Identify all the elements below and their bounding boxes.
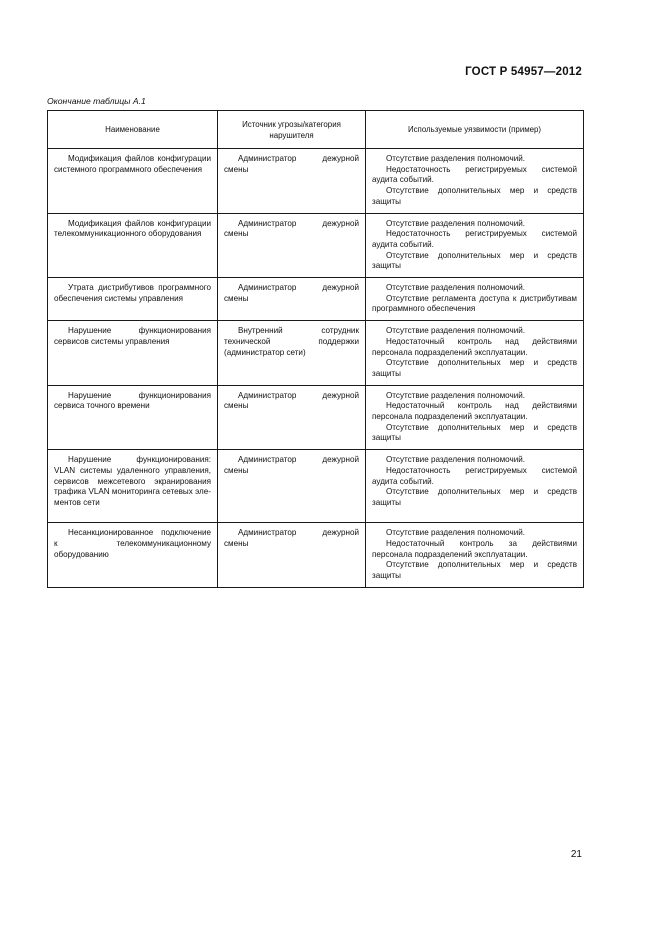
vulnerability-item: Недостаточность регистрируемых системой аудита событий. [372, 164, 577, 185]
column-header-vulnerabilities: Используемые уязвимости (пример) [366, 111, 584, 149]
threat-source: Администратор дежурной смены [224, 528, 359, 548]
threat-name-cell [48, 450, 218, 523]
table-header [48, 111, 584, 149]
vulnerability-item: Отсутствие разделения полномочий. [386, 283, 525, 293]
vulnerabilities-cell [366, 385, 584, 450]
threat-name: Модификация файлов конфигурации телекоммуникационного оборудования [54, 218, 211, 239]
table-row [48, 213, 584, 278]
threat-name: Утрата дистрибутивов программного обеспечения системы управления [54, 283, 211, 303]
vulnerabilities-cell [366, 450, 584, 523]
vulnerability-item: Недостаточность регистрируемых системой аудита событий. [372, 229, 577, 249]
threat-name-cell [48, 149, 218, 214]
vulnerability-item: Отсутствие дополнительных мер и средств защиты [372, 250, 577, 271]
vulnerabilities-cell [366, 278, 584, 321]
vulnerability-item: Отсутствие дополнительных мер и средств защиты [372, 186, 577, 206]
vulnerability-item: Отсутствие разделения полномочий. [386, 528, 525, 538]
header-row [48, 111, 584, 149]
threat-name: Нарушение функционирования сервиса точного времени [54, 390, 211, 411]
column-header-source: Источник угрозы/категория нарушителя [218, 111, 366, 149]
vulnerability-item: Отсутствие разделения полномочий. [386, 154, 525, 163]
vulnerability-item: Отсутствие разделения полномочий. [386, 455, 525, 465]
table-row [48, 523, 584, 588]
table-row [48, 321, 584, 386]
threat-source: Администратор дежурной смены [224, 283, 359, 303]
threat-source-cell [218, 321, 366, 386]
vulnerabilities-cell [366, 149, 584, 214]
threat-source-cell [218, 149, 366, 214]
table-row [48, 278, 584, 321]
threat-name: Нарушение функционирования сервисов системы управления [54, 326, 211, 346]
vulnerability-item: Отсутствие разделения полномочий. [386, 218, 525, 228]
vulnerability-item: Отсутствие дополнительных мер и средств защиты [372, 487, 577, 507]
vulnerability-item: Отсутствие разделения полномочий. [386, 326, 525, 336]
threat-source: Внутренний сотрудник технической поддержки (администратор сети) [224, 326, 359, 357]
threats-table [47, 110, 584, 588]
vulnerability-item: Недостаточный контроль за действиями персонала подразделений эксплуатации. [372, 538, 577, 559]
table-row [48, 149, 584, 214]
table-body [48, 149, 584, 588]
threat-source-cell [218, 213, 366, 278]
threat-source: Администратор дежурной смены [224, 390, 359, 411]
column-header-name: Наименование [48, 111, 218, 149]
vulnerability-item: Отсутствие разделения полномочий. [386, 390, 525, 400]
vulnerabilities-cell [366, 213, 584, 278]
page-number: 21 [570, 849, 582, 860]
vulnerability-item: Отсутствие дополнительных мер и средств защиты [372, 358, 577, 378]
vulnerability-item: Отсутствие дополнительных мер и средств защиты [372, 422, 577, 443]
vulnerabilities-cell [366, 523, 584, 588]
vulnerabilities-cell [366, 321, 584, 386]
threat-source-cell [218, 450, 366, 523]
threat-name-cell [48, 278, 218, 321]
threat-name: Нарушение функционирования: VLAN системы удаленного управления, сервисов межсетевого экранирования трафика VLAN мониторинга сетевых элементов сети [54, 455, 211, 507]
vulnerability-item: Отсутствие регламента доступа к дистрибутивам программного обеспечения [372, 293, 577, 314]
table-row [48, 450, 584, 523]
threat-source: Администратор дежурной смены [224, 455, 359, 475]
vulnerability-item: Отсутствие дополнительных мер и средств защиты [372, 560, 577, 580]
vulnerability-item: Недостаточный контроль над действиями персонала подразделений эксплуатации. [372, 336, 577, 357]
threat-name: Несанкционированное подключение к телекоммуникационному оборудованию [54, 528, 211, 559]
threat-source-cell [218, 385, 366, 450]
threat-name-cell [48, 213, 218, 278]
threat-name-cell [48, 385, 218, 450]
threat-name-cell [48, 523, 218, 588]
threat-source-cell [218, 278, 366, 321]
vulnerability-item: Недостаточность регистрируемых системой аудита событий. [372, 465, 577, 486]
threat-source-cell [218, 523, 366, 588]
standard-designation: ГОСТ Р 54957—2012 [465, 66, 582, 78]
table-caption: Окончание таблицы А.1 [47, 96, 146, 106]
threat-name-cell [48, 321, 218, 386]
threat-name: Модификация файлов конфигурации системного программного обеспечения [54, 154, 211, 174]
threat-source: Администратор дежурной смены [224, 218, 359, 239]
table-row [48, 385, 584, 450]
threat-source: Администратор дежурной смены [224, 154, 359, 174]
vulnerability-item: Недостаточный контроль над действиями персонала подразделений эксплуатации. [372, 401, 577, 422]
